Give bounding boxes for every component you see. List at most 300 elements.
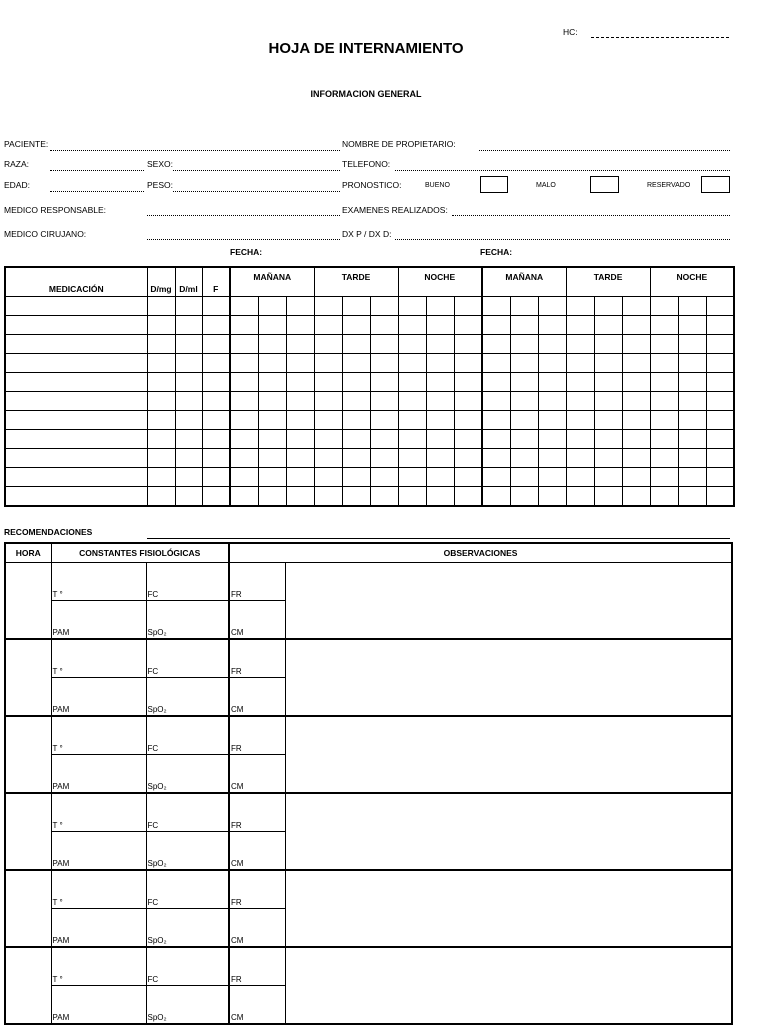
dose-cell[interactable]: [230, 487, 258, 507]
dose-cell[interactable]: [594, 316, 622, 335]
dose-cell[interactable]: [370, 411, 398, 430]
dose-cell[interactable]: [147, 335, 175, 354]
dose-cell[interactable]: [202, 373, 230, 392]
pam-cell[interactable]: [51, 755, 146, 794]
observation-cell[interactable]: [285, 870, 732, 947]
dose-cell[interactable]: [370, 297, 398, 316]
dose-cell[interactable]: [454, 449, 482, 468]
dose-cell[interactable]: [482, 335, 510, 354]
dose-cell[interactable]: [538, 373, 566, 392]
dose-cell[interactable]: [230, 430, 258, 449]
dose-cell[interactable]: [622, 316, 650, 335]
cm-cell[interactable]: [229, 755, 285, 794]
dose-cell[interactable]: [202, 354, 230, 373]
dose-cell[interactable]: [314, 335, 342, 354]
dose-cell[interactable]: [594, 430, 622, 449]
fc-cell[interactable]: [146, 947, 229, 986]
dose-cell[interactable]: [426, 411, 454, 430]
dose-cell[interactable]: [314, 392, 342, 411]
dose-cell[interactable]: [202, 335, 230, 354]
temperature-cell[interactable]: [51, 947, 146, 986]
dose-cell[interactable]: [175, 373, 202, 392]
dose-cell[interactable]: [706, 297, 734, 316]
spo2-cell[interactable]: [146, 909, 229, 948]
spo2-cell[interactable]: [146, 832, 229, 871]
dose-cell[interactable]: [594, 411, 622, 430]
dose-cell[interactable]: [398, 411, 426, 430]
medication-cell[interactable]: [5, 354, 147, 373]
fc-cell[interactable]: [146, 639, 229, 678]
dose-cell[interactable]: [594, 297, 622, 316]
dose-cell[interactable]: [706, 468, 734, 487]
dose-cell[interactable]: [175, 468, 202, 487]
dose-cell[interactable]: [678, 335, 706, 354]
dose-cell[interactable]: [706, 354, 734, 373]
dose-cell[interactable]: [482, 411, 510, 430]
dose-cell[interactable]: [258, 335, 286, 354]
medication-cell[interactable]: [5, 430, 147, 449]
dose-cell[interactable]: [202, 392, 230, 411]
dose-cell[interactable]: [706, 335, 734, 354]
dose-cell[interactable]: [482, 449, 510, 468]
dose-cell[interactable]: [678, 316, 706, 335]
dose-cell[interactable]: [258, 430, 286, 449]
dose-cell[interactable]: [342, 316, 370, 335]
dose-cell[interactable]: [426, 468, 454, 487]
medico-cirujano-field[interactable]: [147, 239, 340, 240]
dose-cell[interactable]: [342, 392, 370, 411]
dose-cell[interactable]: [510, 354, 538, 373]
dose-cell[interactable]: [594, 354, 622, 373]
dose-cell[interactable]: [426, 392, 454, 411]
dose-cell[interactable]: [230, 468, 258, 487]
dose-cell[interactable]: [342, 354, 370, 373]
cm-cell[interactable]: [229, 601, 285, 640]
dose-cell[interactable]: [314, 354, 342, 373]
dose-cell[interactable]: [650, 297, 678, 316]
temperature-cell[interactable]: [51, 716, 146, 755]
dose-cell[interactable]: [175, 430, 202, 449]
dose-cell[interactable]: [426, 449, 454, 468]
dose-cell[interactable]: [678, 449, 706, 468]
spo2-cell[interactable]: [146, 755, 229, 794]
dose-cell[interactable]: [398, 373, 426, 392]
dose-cell[interactable]: [566, 487, 594, 507]
dose-cell[interactable]: [594, 468, 622, 487]
dose-cell[interactable]: [538, 354, 566, 373]
dose-cell[interactable]: [706, 411, 734, 430]
dose-cell[interactable]: [510, 297, 538, 316]
dose-cell[interactable]: [286, 487, 314, 507]
cm-cell[interactable]: [229, 986, 285, 1025]
dose-cell[interactable]: [454, 430, 482, 449]
dose-cell[interactable]: [622, 430, 650, 449]
dose-cell[interactable]: [454, 392, 482, 411]
dose-cell[interactable]: [286, 373, 314, 392]
medication-cell[interactable]: [5, 335, 147, 354]
dose-cell[interactable]: [650, 449, 678, 468]
dose-cell[interactable]: [147, 430, 175, 449]
spo2-cell[interactable]: [146, 601, 229, 640]
dose-cell[interactable]: [538, 487, 566, 507]
observation-cell[interactable]: [285, 947, 732, 1024]
dose-cell[interactable]: [147, 373, 175, 392]
dose-cell[interactable]: [342, 449, 370, 468]
dose-cell[interactable]: [230, 297, 258, 316]
fr-cell[interactable]: [229, 563, 285, 601]
dose-cell[interactable]: [650, 411, 678, 430]
dose-cell[interactable]: [202, 411, 230, 430]
fr-cell[interactable]: [229, 639, 285, 678]
dose-cell[interactable]: [230, 449, 258, 468]
dose-cell[interactable]: [147, 487, 175, 507]
dose-cell[interactable]: [650, 468, 678, 487]
dose-cell[interactable]: [566, 411, 594, 430]
dose-cell[interactable]: [454, 373, 482, 392]
dose-cell[interactable]: [650, 487, 678, 507]
dose-cell[interactable]: [286, 335, 314, 354]
dose-cell[interactable]: [510, 373, 538, 392]
medication-cell[interactable]: [5, 449, 147, 468]
dose-cell[interactable]: [482, 373, 510, 392]
dose-cell[interactable]: [202, 316, 230, 335]
dose-cell[interactable]: [510, 487, 538, 507]
dose-cell[interactable]: [230, 354, 258, 373]
hora-cell[interactable]: [5, 793, 51, 870]
dose-cell[interactable]: [482, 487, 510, 507]
dose-cell[interactable]: [147, 316, 175, 335]
dose-cell[interactable]: [342, 487, 370, 507]
dose-cell[interactable]: [622, 449, 650, 468]
dose-cell[interactable]: [454, 411, 482, 430]
dose-cell[interactable]: [678, 487, 706, 507]
telefono-field[interactable]: [395, 170, 730, 171]
dose-cell[interactable]: [426, 316, 454, 335]
cm-cell[interactable]: [229, 909, 285, 948]
observation-cell[interactable]: [285, 716, 732, 793]
dose-cell[interactable]: [202, 297, 230, 316]
dose-cell[interactable]: [622, 354, 650, 373]
dose-cell[interactable]: [594, 373, 622, 392]
dose-cell[interactable]: [286, 297, 314, 316]
fr-cell[interactable]: [229, 716, 285, 755]
dose-cell[interactable]: [538, 392, 566, 411]
dose-cell[interactable]: [650, 316, 678, 335]
hora-cell[interactable]: [5, 563, 51, 640]
dose-cell[interactable]: [370, 373, 398, 392]
dose-cell[interactable]: [286, 430, 314, 449]
dose-cell[interactable]: [258, 373, 286, 392]
dose-cell[interactable]: [650, 354, 678, 373]
dose-cell[interactable]: [342, 335, 370, 354]
dose-cell[interactable]: [258, 411, 286, 430]
dose-cell[interactable]: [147, 354, 175, 373]
reservado-checkbox[interactable]: [701, 176, 730, 193]
pam-cell[interactable]: [51, 986, 146, 1025]
dose-cell[interactable]: [314, 411, 342, 430]
dose-cell[interactable]: [622, 468, 650, 487]
dose-cell[interactable]: [147, 468, 175, 487]
fc-cell[interactable]: [146, 870, 229, 909]
dose-cell[interactable]: [286, 316, 314, 335]
edad-field[interactable]: [50, 191, 144, 192]
dose-cell[interactable]: [398, 449, 426, 468]
dose-cell[interactable]: [175, 335, 202, 354]
spo2-cell[interactable]: [146, 986, 229, 1025]
pam-cell[interactable]: [51, 601, 146, 640]
dose-cell[interactable]: [566, 449, 594, 468]
dose-cell[interactable]: [230, 335, 258, 354]
propietario-field[interactable]: [479, 150, 730, 151]
dose-cell[interactable]: [426, 335, 454, 354]
temperature-cell[interactable]: [51, 639, 146, 678]
dose-cell[interactable]: [706, 373, 734, 392]
raza-field[interactable]: [50, 170, 144, 171]
hora-cell[interactable]: [5, 947, 51, 1024]
dose-cell[interactable]: [258, 487, 286, 507]
dose-cell[interactable]: [147, 411, 175, 430]
dose-cell[interactable]: [706, 392, 734, 411]
dose-cell[interactable]: [538, 468, 566, 487]
cm-cell[interactable]: [229, 678, 285, 717]
dose-cell[interactable]: [342, 411, 370, 430]
dose-cell[interactable]: [286, 392, 314, 411]
dose-cell[interactable]: [342, 373, 370, 392]
dose-cell[interactable]: [370, 449, 398, 468]
dose-cell[interactable]: [566, 468, 594, 487]
dose-cell[interactable]: [230, 411, 258, 430]
dose-cell[interactable]: [622, 392, 650, 411]
fr-cell[interactable]: [229, 870, 285, 909]
dose-cell[interactable]: [678, 430, 706, 449]
dose-cell[interactable]: [622, 335, 650, 354]
dose-cell[interactable]: [678, 373, 706, 392]
dose-cell[interactable]: [370, 487, 398, 507]
dose-cell[interactable]: [538, 316, 566, 335]
dose-cell[interactable]: [147, 297, 175, 316]
dose-cell[interactable]: [202, 449, 230, 468]
dose-cell[interactable]: [566, 430, 594, 449]
dose-cell[interactable]: [175, 392, 202, 411]
dose-cell[interactable]: [482, 297, 510, 316]
dose-cell[interactable]: [538, 449, 566, 468]
temperature-cell[interactable]: [51, 870, 146, 909]
dose-cell[interactable]: [482, 392, 510, 411]
medico-responsable-field[interactable]: [147, 215, 340, 216]
dose-cell[interactable]: [678, 392, 706, 411]
dose-cell[interactable]: [566, 373, 594, 392]
hora-cell[interactable]: [5, 639, 51, 716]
dose-cell[interactable]: [314, 468, 342, 487]
dose-cell[interactable]: [566, 297, 594, 316]
dose-cell[interactable]: [258, 297, 286, 316]
dose-cell[interactable]: [566, 316, 594, 335]
dose-cell[interactable]: [314, 487, 342, 507]
dose-cell[interactable]: [678, 354, 706, 373]
dose-cell[interactable]: [398, 487, 426, 507]
dose-cell[interactable]: [706, 449, 734, 468]
dose-cell[interactable]: [622, 373, 650, 392]
observation-cell[interactable]: [285, 563, 732, 640]
dose-cell[interactable]: [175, 449, 202, 468]
dose-cell[interactable]: [538, 430, 566, 449]
dose-cell[interactable]: [510, 449, 538, 468]
dose-cell[interactable]: [314, 449, 342, 468]
dose-cell[interactable]: [202, 487, 230, 507]
fr-cell[interactable]: [229, 947, 285, 986]
medication-cell[interactable]: [5, 297, 147, 316]
dose-cell[interactable]: [510, 411, 538, 430]
dose-cell[interactable]: [314, 316, 342, 335]
bueno-checkbox[interactable]: [480, 176, 508, 193]
fr-cell[interactable]: [229, 793, 285, 832]
dose-cell[interactable]: [454, 487, 482, 507]
dose-cell[interactable]: [510, 316, 538, 335]
dose-cell[interactable]: [258, 316, 286, 335]
dose-cell[interactable]: [342, 468, 370, 487]
dose-cell[interactable]: [454, 354, 482, 373]
peso-field[interactable]: [173, 191, 340, 192]
dose-cell[interactable]: [314, 373, 342, 392]
dose-cell[interactable]: [147, 392, 175, 411]
dose-cell[interactable]: [426, 487, 454, 507]
dose-cell[interactable]: [258, 354, 286, 373]
observation-cell[interactable]: [285, 639, 732, 716]
hc-field[interactable]: [591, 37, 729, 38]
dose-cell[interactable]: [566, 335, 594, 354]
fc-cell[interactable]: [146, 716, 229, 755]
malo-checkbox[interactable]: [590, 176, 619, 193]
dose-cell[interactable]: [342, 297, 370, 316]
sexo-field[interactable]: [173, 170, 340, 171]
dose-cell[interactable]: [398, 392, 426, 411]
dose-cell[interactable]: [510, 468, 538, 487]
dose-cell[interactable]: [538, 411, 566, 430]
dose-cell[interactable]: [370, 392, 398, 411]
medication-cell[interactable]: [5, 373, 147, 392]
dose-cell[interactable]: [286, 468, 314, 487]
dose-cell[interactable]: [482, 468, 510, 487]
dose-cell[interactable]: [370, 468, 398, 487]
pam-cell[interactable]: [51, 909, 146, 948]
dose-cell[interactable]: [175, 411, 202, 430]
dose-cell[interactable]: [175, 487, 202, 507]
dose-cell[interactable]: [370, 354, 398, 373]
medication-cell[interactable]: [5, 411, 147, 430]
dose-cell[interactable]: [398, 354, 426, 373]
dose-cell[interactable]: [622, 487, 650, 507]
dose-cell[interactable]: [370, 335, 398, 354]
dose-cell[interactable]: [622, 297, 650, 316]
medication-cell[interactable]: [5, 468, 147, 487]
dose-cell[interactable]: [370, 316, 398, 335]
dose-cell[interactable]: [622, 411, 650, 430]
dose-cell[interactable]: [258, 468, 286, 487]
dose-cell[interactable]: [454, 316, 482, 335]
dose-cell[interactable]: [594, 487, 622, 507]
dose-cell[interactable]: [678, 411, 706, 430]
dose-cell[interactable]: [426, 430, 454, 449]
dose-cell[interactable]: [398, 335, 426, 354]
dose-cell[interactable]: [650, 392, 678, 411]
dose-cell[interactable]: [202, 430, 230, 449]
dose-cell[interactable]: [594, 392, 622, 411]
temperature-cell[interactable]: [51, 793, 146, 832]
dose-cell[interactable]: [706, 487, 734, 507]
dose-cell[interactable]: [650, 430, 678, 449]
dose-cell[interactable]: [426, 354, 454, 373]
dose-cell[interactable]: [482, 430, 510, 449]
dose-cell[interactable]: [398, 316, 426, 335]
dose-cell[interactable]: [398, 468, 426, 487]
dose-cell[interactable]: [230, 392, 258, 411]
dose-cell[interactable]: [230, 373, 258, 392]
recomendaciones-field[interactable]: [147, 538, 730, 539]
dose-cell[interactable]: [202, 468, 230, 487]
medication-cell[interactable]: [5, 487, 147, 507]
dose-cell[interactable]: [538, 297, 566, 316]
examenes-field[interactable]: [452, 215, 730, 216]
dose-cell[interactable]: [286, 411, 314, 430]
dose-cell[interactable]: [482, 316, 510, 335]
dose-cell[interactable]: [230, 316, 258, 335]
cm-cell[interactable]: [229, 832, 285, 871]
dose-cell[interactable]: [706, 316, 734, 335]
fc-cell[interactable]: [146, 793, 229, 832]
medication-cell[interactable]: [5, 392, 147, 411]
spo2-cell[interactable]: [146, 678, 229, 717]
dose-cell[interactable]: [258, 449, 286, 468]
pam-cell[interactable]: [51, 832, 146, 871]
dose-cell[interactable]: [678, 297, 706, 316]
dose-cell[interactable]: [314, 297, 342, 316]
dx-field[interactable]: [395, 239, 730, 240]
dose-cell[interactable]: [454, 468, 482, 487]
fc-cell[interactable]: [146, 563, 229, 601]
dose-cell[interactable]: [426, 373, 454, 392]
observation-cell[interactable]: [285, 793, 732, 870]
paciente-field[interactable]: [50, 150, 340, 151]
dose-cell[interactable]: [175, 354, 202, 373]
dose-cell[interactable]: [147, 449, 175, 468]
dose-cell[interactable]: [678, 468, 706, 487]
dose-cell[interactable]: [510, 392, 538, 411]
dose-cell[interactable]: [594, 449, 622, 468]
dose-cell[interactable]: [594, 335, 622, 354]
dose-cell[interactable]: [650, 335, 678, 354]
dose-cell[interactable]: [175, 297, 202, 316]
dose-cell[interactable]: [286, 449, 314, 468]
dose-cell[interactable]: [342, 430, 370, 449]
dose-cell[interactable]: [398, 430, 426, 449]
temperature-cell[interactable]: [51, 563, 146, 601]
dose-cell[interactable]: [426, 297, 454, 316]
dose-cell[interactable]: [370, 430, 398, 449]
dose-cell[interactable]: [510, 430, 538, 449]
dose-cell[interactable]: [482, 354, 510, 373]
dose-cell[interactable]: [398, 297, 426, 316]
pam-cell[interactable]: [51, 678, 146, 717]
hora-cell[interactable]: [5, 870, 51, 947]
dose-cell[interactable]: [706, 430, 734, 449]
dose-cell[interactable]: [566, 392, 594, 411]
dose-cell[interactable]: [175, 316, 202, 335]
dose-cell[interactable]: [454, 297, 482, 316]
dose-cell[interactable]: [258, 392, 286, 411]
dose-cell[interactable]: [286, 354, 314, 373]
dose-cell[interactable]: [454, 335, 482, 354]
dose-cell[interactable]: [566, 354, 594, 373]
